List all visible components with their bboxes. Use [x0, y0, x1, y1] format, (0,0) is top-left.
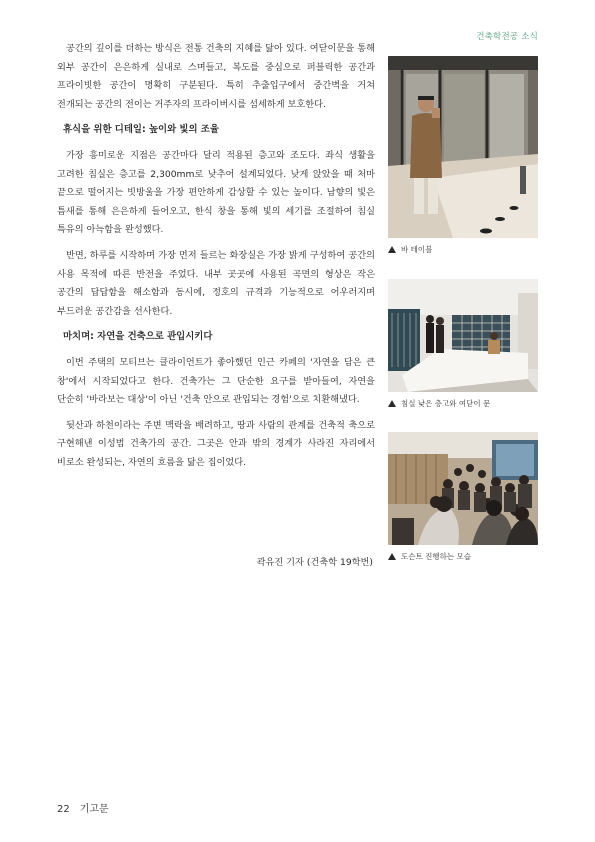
section-tag: 건축학전공 소식 — [476, 32, 538, 42]
paragraph: 뒷산과 하천이라는 주변 맥락을 배려하고, 땅과 사람의 관계를 건축적 축으로 구현해낸 이성범 건축가의 공간. 그곳은 안과 밖의 경계가 사라진 자리에서 비로소 완성되는, 자연의 흐름을 닮은 집이었다. — [57, 419, 375, 468]
figure-docent — [388, 432, 538, 562]
figure-caption: 바 테이블 — [388, 244, 538, 255]
triangle-icon — [388, 246, 396, 253]
footer-section: 기고문 — [79, 804, 109, 815]
figure-caption: 침실 낮은 층고와 여닫이 문 — [388, 398, 538, 409]
subheading: 마치며: 자연을 건축으로 관입시키다 — [63, 331, 213, 343]
subheading: 휴식을 위한 디테일: 높이와 빛의 조율 — [63, 124, 219, 136]
paragraph: 공간의 깊이를 더하는 방식은 전통 건축의 지혜를 닮아 있다. 여닫이문을 통해 외부 공간이 은은하게 실내로 스며들고, 복도를 중심으로 퍼블릭한 공간과 프라이빗한 공간이 명확히 구분된다. 특히 추출입구에서 중간벽을 거쳐 전개되는 공간의 전이는 거주자의 프라이버시를 섬세하게 보호한다. — [57, 43, 375, 110]
paragraph: 이번 주택의 모티브는 클라이언트가 좋아했던 인근 카페의 '자연을 담은 큰 창'에서 시작되었다고 한다. 건축가는 그 단순한 요구를 받아들여, 자연을 단순히 '바라보는 대상'이 아닌 '건축 안으로 관입되는 경험'으로 치환해냈다. — [57, 356, 375, 406]
page-number: 22 — [57, 804, 70, 815]
page-footer — [57, 800, 109, 815]
bedroom-photo — [388, 279, 538, 392]
triangle-icon — [388, 400, 396, 407]
figure-bar-table — [388, 56, 538, 255]
bar-table-photo — [388, 56, 538, 238]
byline: 곽유진 기자 (건축학 19학번) — [256, 557, 373, 568]
paragraph: 가장 흥미로운 지점은 공간마다 달리 적용된 층고와 조도다. 좌식 생활을 고려한 침실은 층고를 2,300mm로 낮추어 설계되었다. 낮게 앉았을 때 처마 끝으로 떨어지는 빗방울을 가장 편안하게 감상할 수 있는 높이다. 남향의 빛은 틈새를 통해 은은하게 들어오고, 한식 창을 통해 빛의 세기를 조절하여 침실 특유의 아늑함을 완성했다. — [57, 149, 375, 236]
paragraph: 반면, 하루를 시작하며 가장 먼저 들르는 화장실은 가장 밝게 구성하여 공간의 사용 목적에 따른 반전을 주었다. 내부 곳곳에 사용된 곡면의 형상은 작은 공간의 답답함을 해소함과 동시에, 정호의 규격과 기능적으로 어우러지며 부드러운 공간감을 선사한다. — [57, 249, 375, 317]
figure-caption: 도슨트 진행하는 모습 — [388, 551, 538, 562]
article-body — [57, 40, 375, 479]
figure-bedroom — [388, 279, 538, 409]
triangle-icon — [388, 553, 396, 560]
docent-tour-photo — [388, 432, 538, 545]
